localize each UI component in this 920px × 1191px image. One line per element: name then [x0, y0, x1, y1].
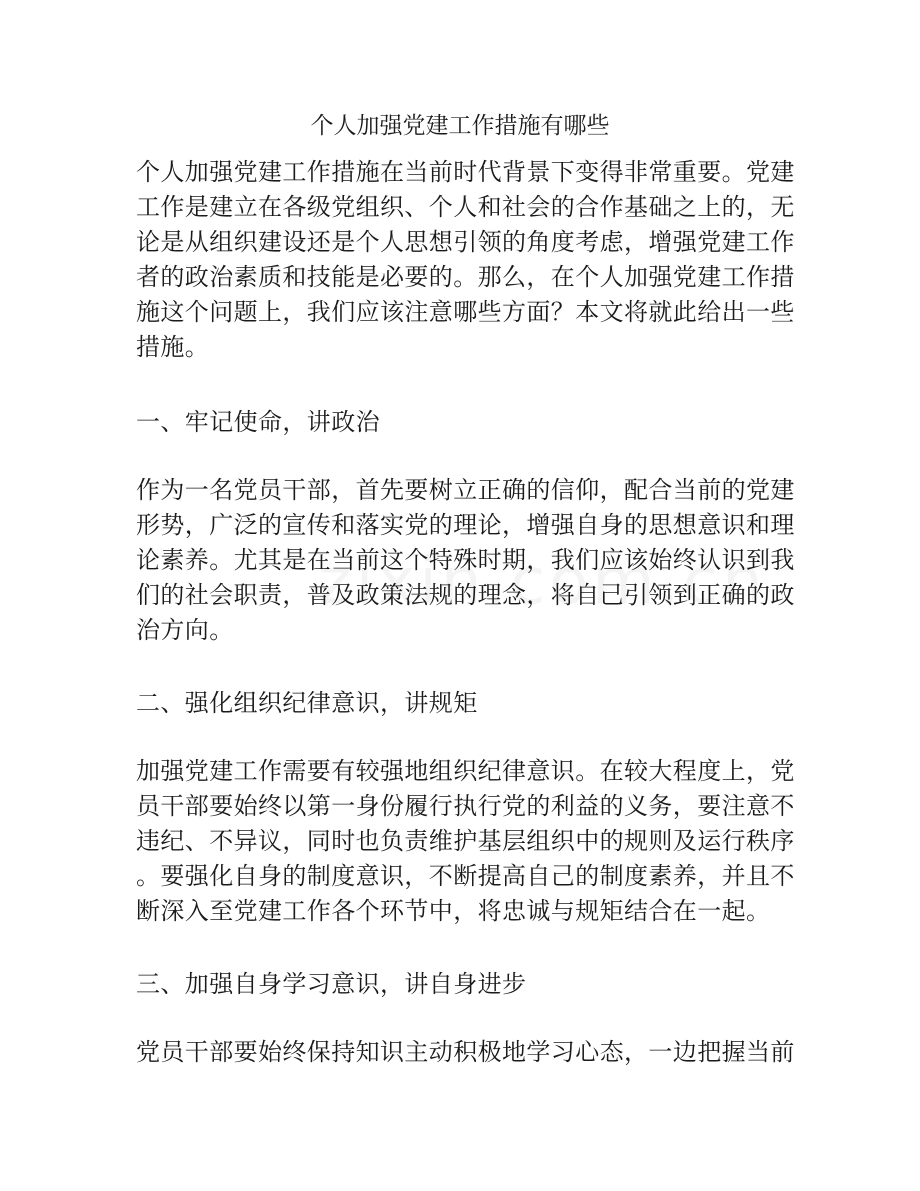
text-line: 党员干部要始终保持知识主动积极地学习心态，一边把握当前 — [136, 1038, 795, 1066]
section-heading: 三、加强自身学习意识，讲自身进步 — [136, 970, 527, 998]
text-line: 论是从组织建设还是个人思想引领的角度考虑，增强党建工作 — [136, 228, 795, 256]
section-body-3 — [136, 1035, 795, 1070]
text-line: 们的社会职责，普及政策法规的理念，将自己引领到正确的政 — [136, 581, 795, 609]
text-line: 施这个问题上，我们应该注意哪些方面？本文将就此给出一些 — [136, 298, 795, 326]
text-line: 员干部要始终以第一身份履行执行党的利益的义务，要注意不 — [136, 792, 795, 820]
section-body-2 — [136, 754, 795, 929]
text-line: 断深入至党建工作各个环节中，将忠诚与规矩结合在一起。 — [136, 897, 771, 925]
text-line: 。要强化自身的制度意识，不断提高自己的制度素养，并且不 — [136, 862, 795, 890]
intro-paragraph — [136, 155, 795, 365]
text-line: 治方向。 — [136, 616, 234, 644]
text-line: 论素养。尤其是在当前这个特殊时期，我们应该始终认识到我 — [136, 546, 795, 574]
document-title: 个人加强党建工作措施有哪些 — [310, 113, 610, 139]
text-line: 者的政治素质和技能是必要的。那么，在个人加强党建工作措 — [136, 263, 795, 291]
section-heading: 一、牢记使命，讲政治 — [136, 408, 380, 436]
text-line: 工作是建立在各级党组织、个人和社会的合作基础之上的，无 — [136, 193, 795, 221]
text-line: 形势，广泛的宣传和落实党的理论，增强自身的思想意识和理 — [136, 511, 795, 539]
section-heading-2 — [136, 686, 786, 721]
text-line: 作为一名党员干部，首先要树立正确的信仰，配合当前的党建 — [136, 476, 795, 504]
section-heading: 二、强化组织纪律意识，讲规矩 — [136, 689, 478, 717]
text-line: 违纪、不异议，同时也负责维护基层组织中的规则及运行秩序 — [136, 827, 795, 855]
text-line: 措施。 — [136, 333, 210, 361]
text-line: 个人加强党建工作措施在当前时代背景下变得非常重要。党建 — [136, 158, 795, 186]
text-line: 加强党建工作需要有较强地组织纪律意识。在较大程度上，党 — [136, 757, 795, 785]
section-body-1 — [136, 473, 795, 648]
section-heading-3 — [136, 967, 786, 1002]
section-heading-1 — [136, 405, 786, 440]
